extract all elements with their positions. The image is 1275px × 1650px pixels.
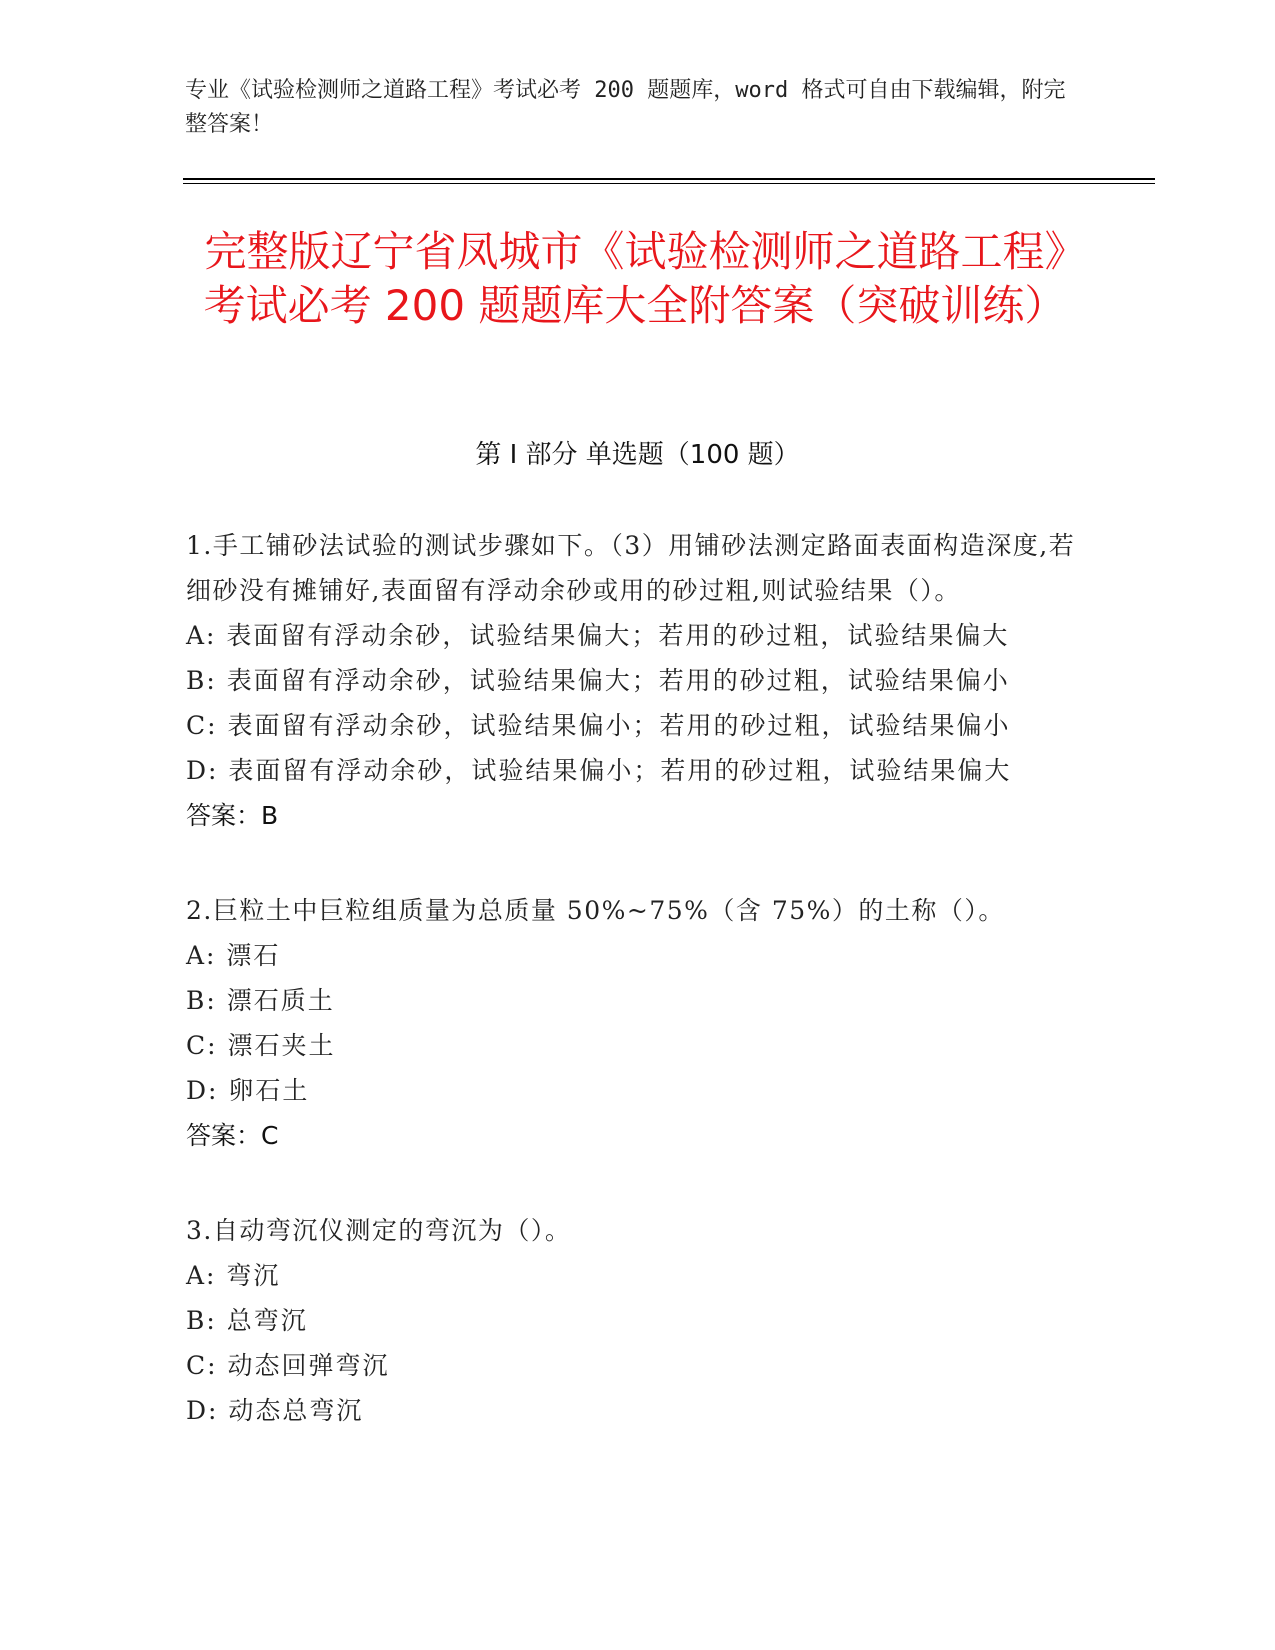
option-a: A: 弯沉 xyxy=(186,1261,281,1290)
option-c: C: 表面留有浮动余砂，试验结果偏小；若用的砂过粗，试验结果偏小 xyxy=(186,711,1011,740)
header-rule xyxy=(183,178,1155,180)
option-d: D: 卵石土 xyxy=(186,1076,310,1105)
answer-line: 答案：C xyxy=(186,1121,279,1150)
option-d: D: 表面留有浮动余砂，试验结果偏小；若用的砂过粗，试验结果偏大 xyxy=(186,756,1012,785)
document-title: 完整版辽宁省凤城市《试验检测师之道路工程》考试必考 200 题题库大全附答案（突破训练） xyxy=(203,227,1067,330)
option-b: B: 表面留有浮动余砂，试验结果偏大；若用的砂过粗，试验结果偏小 xyxy=(186,666,1010,695)
question-list xyxy=(186,523,1086,1483)
option-a: A: 漂石 xyxy=(186,941,281,970)
question-2 xyxy=(186,888,1086,1158)
answer-line: 答案：B xyxy=(186,801,279,830)
option-c: C: 动态回弹弯沉 xyxy=(186,1351,390,1380)
option-c: C: 漂石夹土 xyxy=(186,1031,336,1060)
question-3 xyxy=(186,1208,1086,1433)
option-b: B: 总弯沉 xyxy=(186,1306,308,1335)
question-stem: 1.手工铺砂法试验的测试步骤如下。（3）用铺砂法测定路面表面构造深度,若细砂没有摊铺好,表面留有浮动余砂或用的砂过粗,则试验结果（）。 xyxy=(186,531,1076,605)
question-1 xyxy=(186,523,1086,838)
question-stem: 2.巨粒土中巨粒组质量为总质量 50%~75%（含 75%）的土称（）。 xyxy=(186,896,1005,925)
option-a: A: 表面留有浮动余砂，试验结果偏大；若用的砂过粗，试验结果偏大 xyxy=(186,621,1010,650)
option-b: B: 漂石质土 xyxy=(186,986,335,1015)
section-heading: 第 I 部分 单选题（100 题） xyxy=(475,440,800,470)
header-rule-thin xyxy=(183,183,1155,184)
option-d: D: 动态总弯沉 xyxy=(186,1396,364,1425)
question-stem: 3.自动弯沉仪测定的弯沉为（）。 xyxy=(186,1216,572,1245)
header-note: 专业《试验检测师之道路工程》考试必考 200 题题库，word 格式可自由下载编辑，附完整答案！ xyxy=(185,78,1066,137)
